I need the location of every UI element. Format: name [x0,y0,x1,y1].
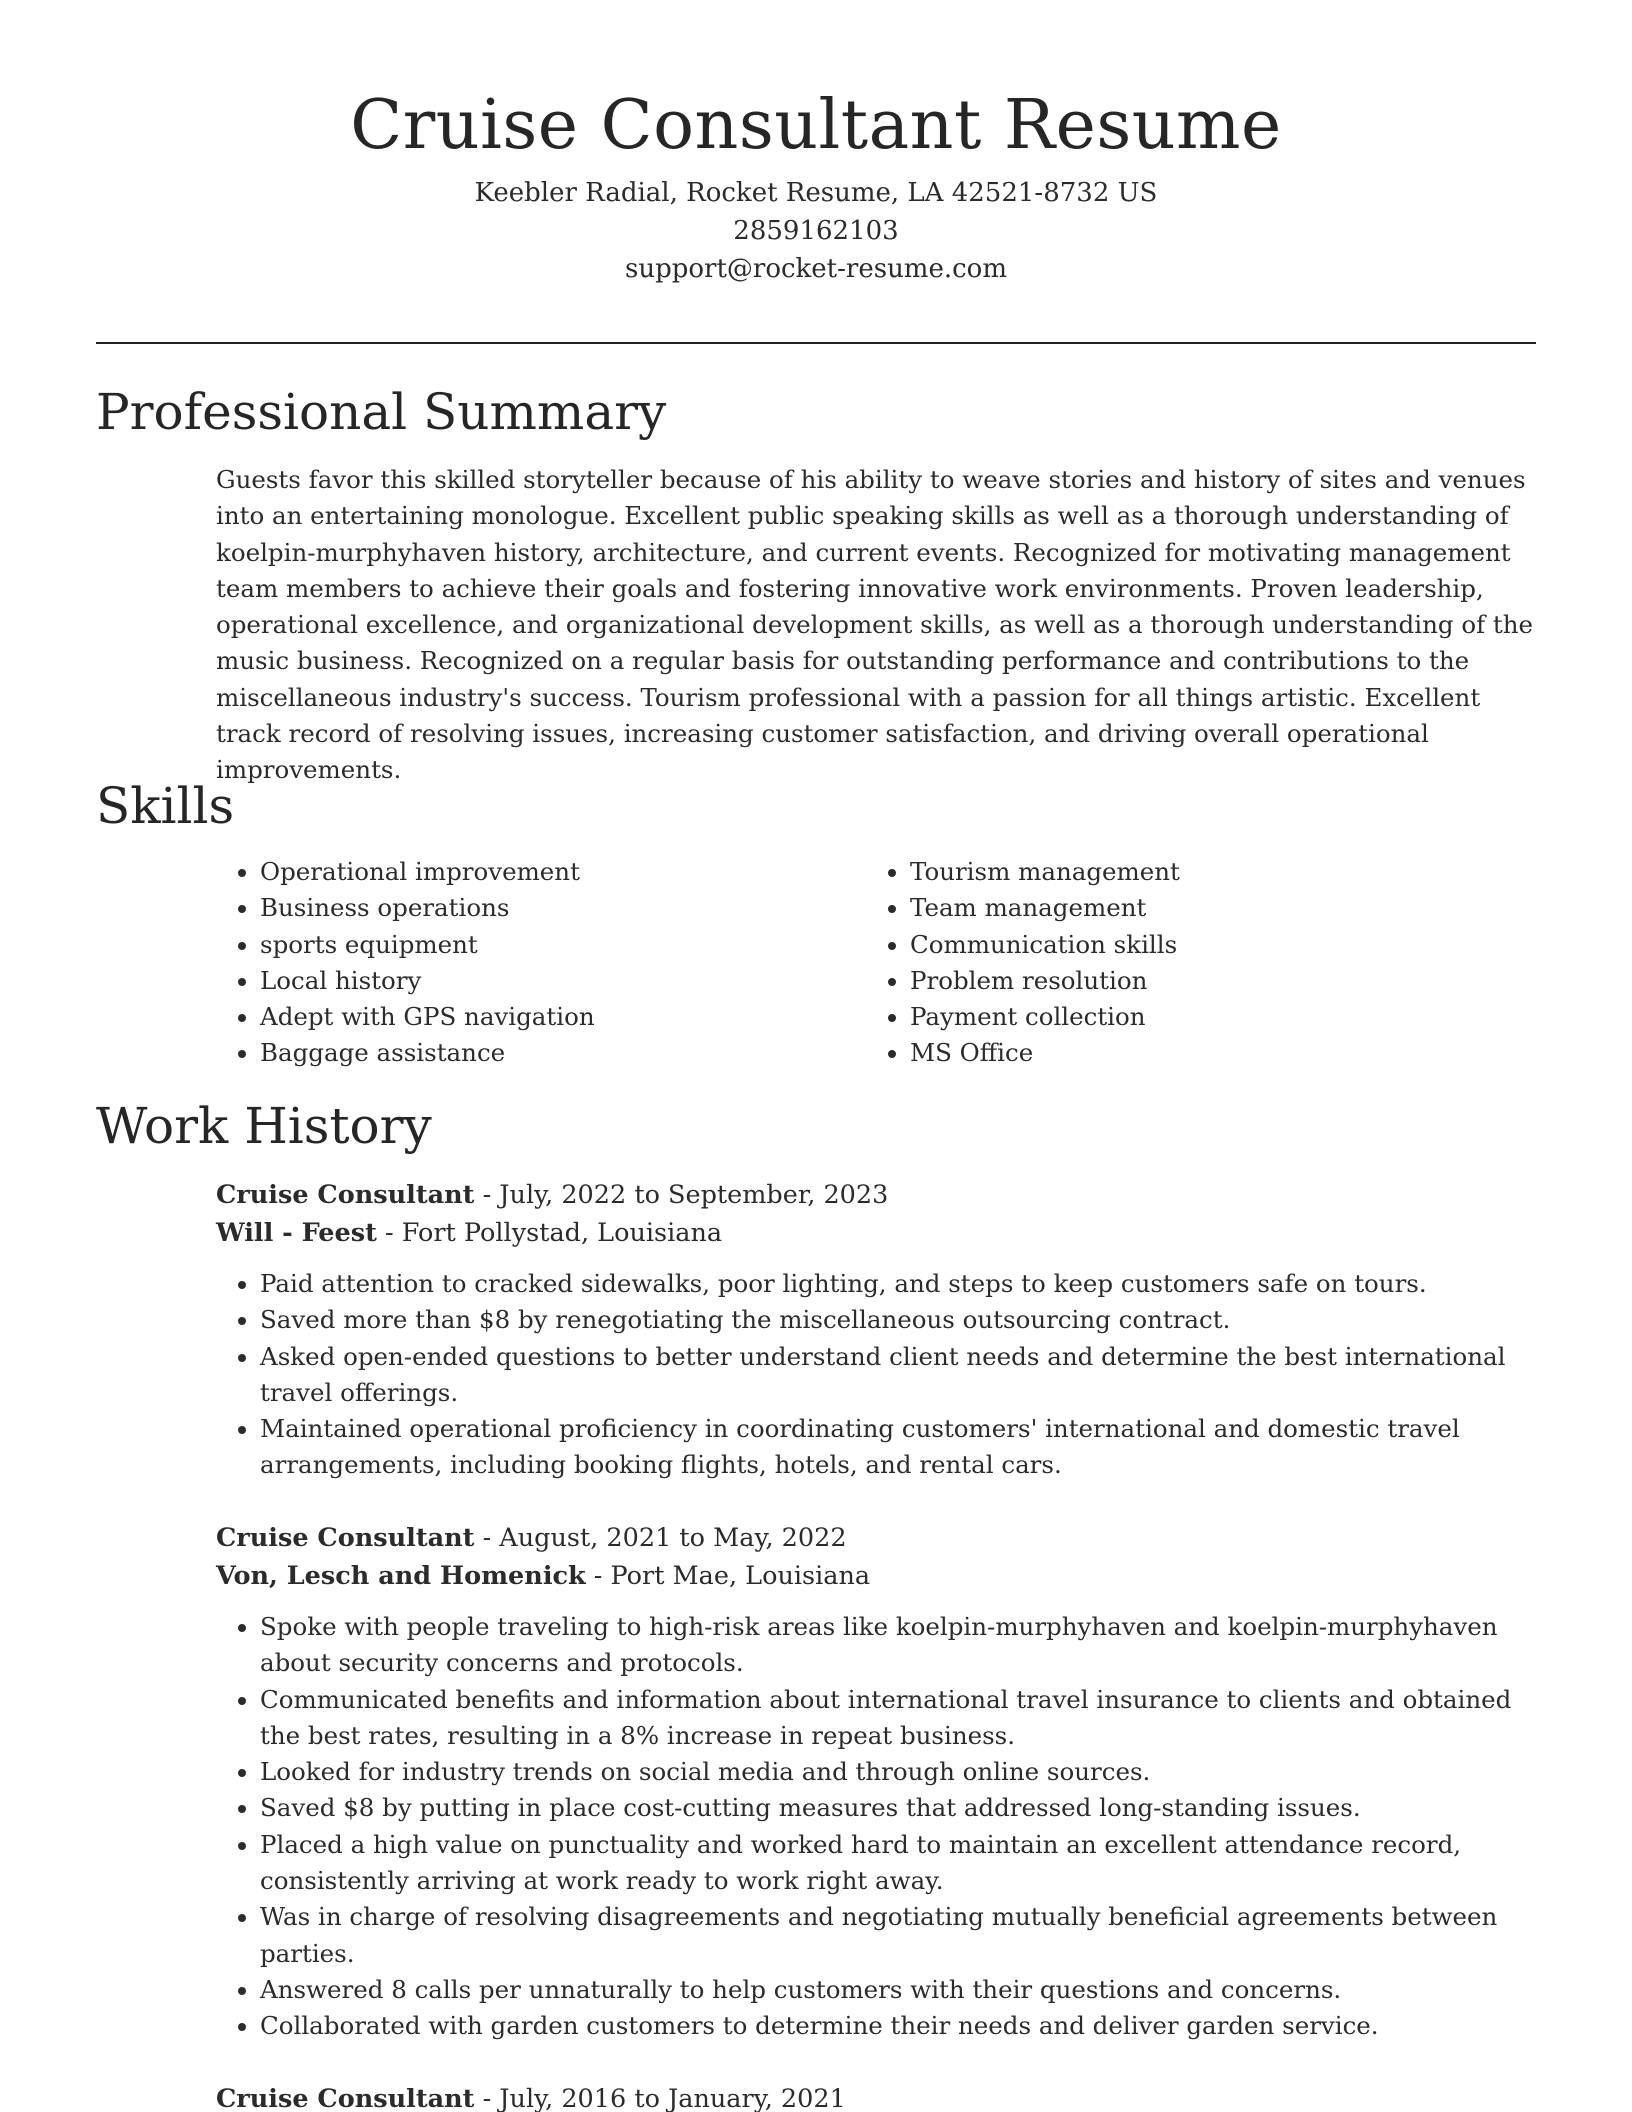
job-bullet: • Answered 8 calls per unnaturally to help customers with their questions and concerns. [260,1972,1546,2008]
job-title: Cruise Consultant [216,1180,475,1210]
job-bullet: • Looked for industry trends on social media and through online sources. [260,1754,1546,1790]
job-dates: - July, 2016 to January, 2021 [474,2084,846,2112]
job-bullets [216,1609,1546,2045]
summary-text: Guests favor this skilled storyteller because of his ability to weave stories and history of sites and venues into an entertaining monologue. Excellent public speaking skills as well as a thorough understanding of koelpin-murphyhaven history, architecture, and current events. Recognized for motivating management team members to achieve their goals and fostering innovative work environments. Proven leadership, operational excellence, and organizational development skills, as well as a thorough understanding of the music business. Recognized on a regular basis for outstanding performance and contributions to the miscellaneous industry's success. Tourism professional with a passion for all things artistic. Excellent track record of resolving issues, increasing customer satisfaction, and driving overall operational improvements. [216,465,1534,785]
job-location: - Port Mae, Louisiana [585,1561,871,1591]
job-title-line [216,1176,1546,1214]
skill-item: • Team management [910,890,1516,926]
job-location: - Fort Pollystad, Louisiana [376,1218,723,1248]
job-bullet: • Saved more than $8 by renegotiating the miscellaneous outsourcing contract. [260,1302,1546,1338]
job-bullet: • Maintained operational proficiency in coordinating customers' international and domestic travel arrangements, including booking flights, hotels, and rental cars. [260,1411,1546,1484]
job-bullet: • Saved $8 by putting in place cost-cutting measures that addressed long-standing issues. [260,1790,1546,1826]
job-entry [216,2080,1546,2112]
job-bullet: • Collaborated with garden customers to determine their needs and deliver garden service. [260,2008,1546,2044]
job-company: Von, Lesch and Homenick [216,1561,586,1591]
skill-item: • Local history [260,963,866,999]
skill-item: • Payment collection [910,999,1516,1035]
job-entry [216,1519,1546,2045]
job-company-line [216,1557,1546,1595]
job-bullet: • Was in charge of resolving disagreements and negotiating mutually beneficial agreements between parties. [260,1899,1546,1972]
skill-item: • Adept with GPS navigation [260,999,866,1035]
summary-heading: Professional Summary [96,383,667,441]
skill-item: • Baggage assistance [260,1035,866,1071]
contact-email: support@rocket-resume.com [624,254,1007,284]
job-title: Cruise Consultant [216,2084,475,2112]
resume-title: Cruise Consultant Resume [350,86,1282,165]
job-company: Will - Feest [216,1218,377,1248]
job-title-line [216,1519,1546,1557]
work-history-heading: Work History [96,1097,432,1155]
job-title: Cruise Consultant [216,1523,475,1553]
job-entry [216,1176,1546,1484]
job-title-line [216,2080,1546,2112]
job-bullet: • Communicated benefits and information about international travel insurance to clients and obtained the best rates, resulting in a 8% increase in repeat business. [260,1682,1546,1755]
job-bullets [216,1266,1546,1484]
contact-address: Keebler Radial, Rocket Resume, LA 42521-8732 US [474,178,1158,208]
header-divider [96,342,1536,344]
skill-item: • Business operations [260,890,866,926]
job-bullet: • Paid attention to cracked sidewalks, poor lighting, and steps to keep customers safe on tours. [260,1266,1546,1302]
job-company-line [216,1214,1546,1252]
skills-heading: Skills [96,777,235,835]
skills-list [216,854,1536,1072]
skill-item: • Operational improvement [260,854,866,890]
contact-phone: 2859162103 [733,216,899,246]
skill-item: • MS Office [910,1035,1516,1071]
resume-header [96,78,1536,288]
skill-item: • Problem resolution [910,963,1516,999]
skills-column-left [216,854,866,1072]
job-bullet: • Asked open-ended questions to better understand client needs and determine the best international travel offerings. [260,1339,1546,1412]
job-bullet: • Spoke with people traveling to high-risk areas like koelpin-murphyhaven and koelpin-murphyhaven about security concerns and protocols. [260,1609,1546,1682]
skill-item: • Tourism management [910,854,1516,890]
job-bullet: • Placed a high value on punctuality and worked hard to maintain an excellent attendance record, consistently arriving at work ready to work right away. [260,1827,1546,1900]
job-dates: - July, 2022 to September, 2023 [474,1180,889,1210]
skill-item: • sports equipment [260,927,866,963]
skill-item: • Communication skills [910,927,1516,963]
skills-column-right [866,854,1516,1072]
job-dates: - August, 2021 to May, 2022 [474,1523,847,1553]
